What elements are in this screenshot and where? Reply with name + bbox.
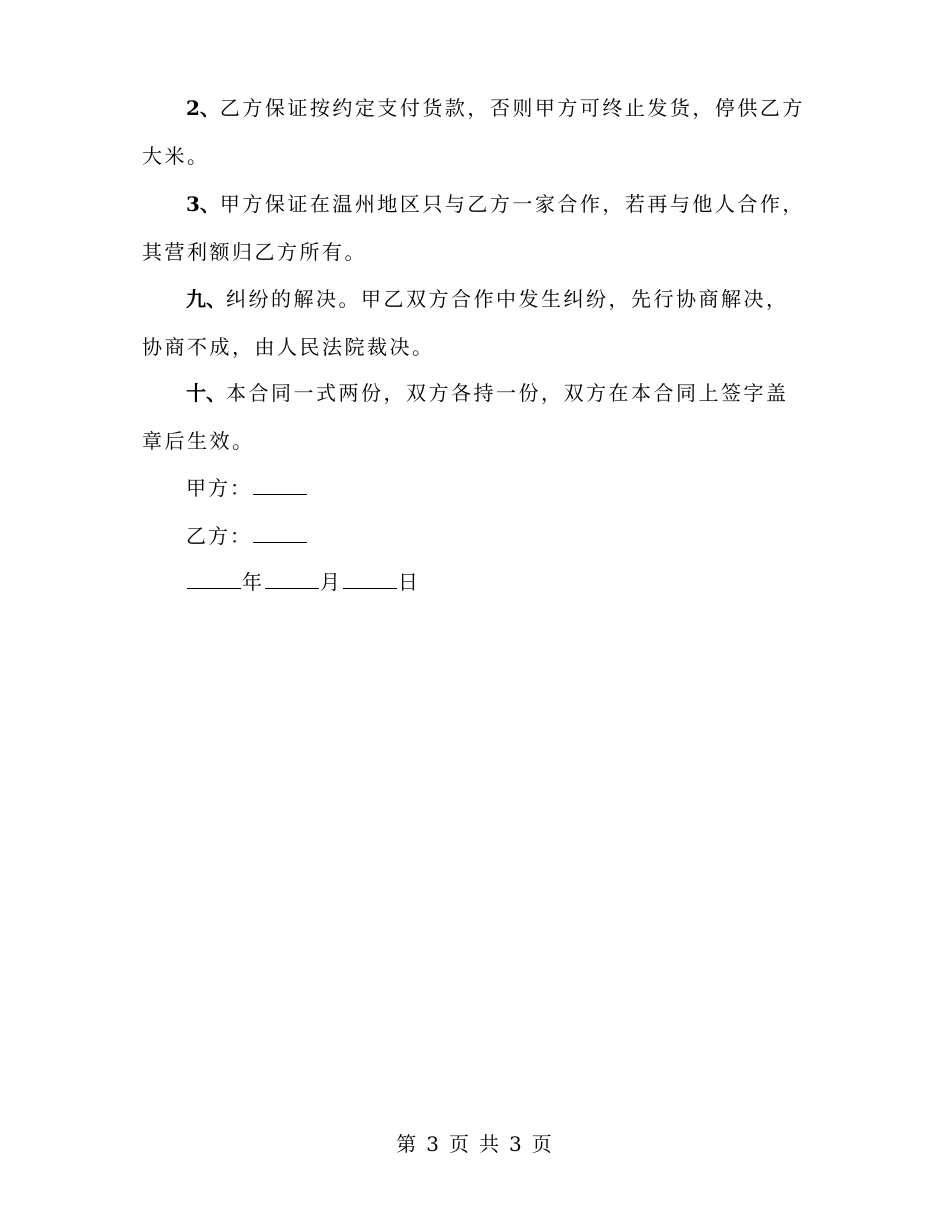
clause-number: 十 — [186, 381, 206, 405]
footer-total-prefix: 共 — [479, 1132, 501, 1156]
clause-separator: 、 — [199, 192, 220, 216]
party-a-label: 甲方： — [186, 476, 252, 500]
clause-text: 甲方保证在温州地区只与乙方一家合作，若再与他人合作，其营利额归乙方所有。 — [142, 192, 805, 264]
date-year-label: 年 — [242, 570, 264, 594]
day-blank — [343, 568, 397, 589]
footer-prefix: 第 — [396, 1132, 419, 1156]
date-line — [186, 568, 420, 595]
footer-total-suffix: 页 — [531, 1132, 554, 1156]
year-blank — [187, 568, 241, 589]
clause-2 — [142, 84, 810, 180]
party-b-blank — [253, 522, 307, 543]
party-b-label: 乙方： — [186, 524, 252, 548]
date-month-label: 月 — [320, 570, 342, 594]
clause-text: 本合同一式两份，双方各持一份，双方在本合同上签字盖章后生效。 — [142, 381, 789, 453]
party-a-signature-line — [186, 474, 308, 501]
clause-separator: 、 — [206, 287, 226, 311]
clause-10-effectiveness — [142, 369, 810, 465]
footer-current-page: 3 — [426, 1132, 441, 1156]
footer-page-word: 页 — [449, 1132, 471, 1156]
party-a-blank — [253, 474, 307, 495]
clause-text: 纠纷的解决。甲乙双方合作中发生纠纷，先行协商解决，协商不成，由人民法院裁决。 — [142, 287, 789, 359]
clause-number: 九 — [186, 287, 206, 311]
clause-number: 2 — [186, 96, 200, 120]
clause-9-dispute-resolution — [142, 275, 810, 371]
clause-separator: 、 — [199, 96, 220, 120]
clause-text: 乙方保证按约定支付货款，否则甲方可终止发货，停供乙方大米。 — [142, 96, 805, 168]
page-footer — [0, 1128, 950, 1157]
month-blank — [265, 568, 319, 589]
date-day-label: 日 — [398, 570, 420, 594]
clause-separator: 、 — [206, 381, 226, 405]
party-b-signature-line — [186, 522, 308, 549]
clause-3 — [142, 180, 810, 276]
clause-number: 3 — [186, 192, 200, 216]
footer-total-pages: 3 — [509, 1132, 524, 1156]
